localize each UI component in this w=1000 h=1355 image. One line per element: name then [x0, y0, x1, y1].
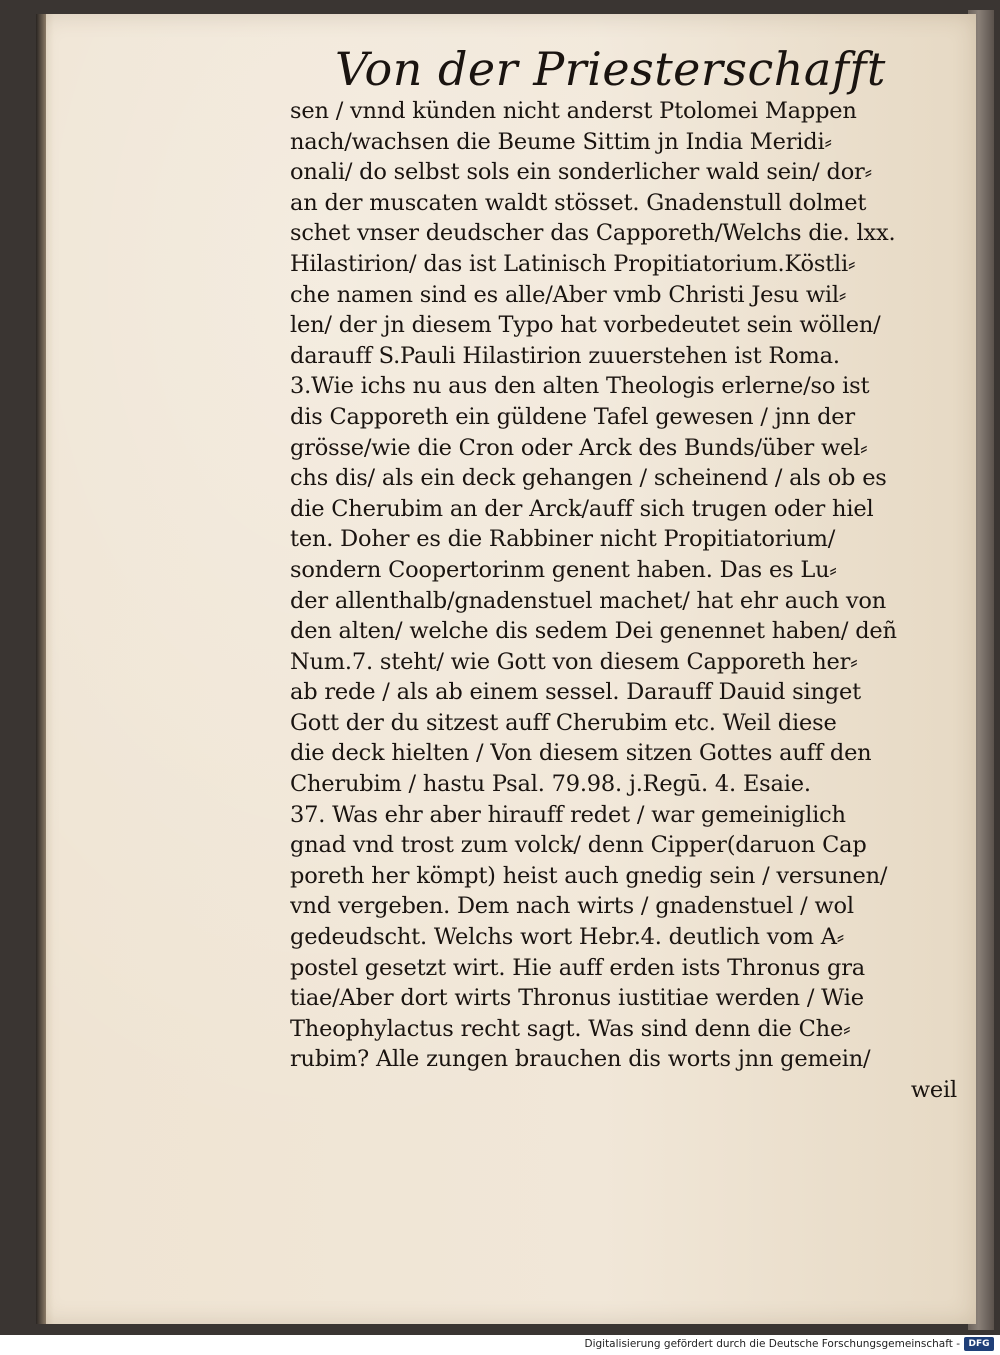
text-line: die deck hielten / Von diesem sitzen Gottes auff den [290, 740, 872, 767]
text-line: die Cherubim an der Arck/auff sich trugen oder hiel [290, 495, 874, 522]
text-line: gedeudscht. Welchs wort Hebr.4. deutlich vom A⸗ [290, 924, 845, 951]
text-line: ten. Doher es die Rabbiner nicht Propitiatorium/ [290, 526, 836, 553]
text-line: len/ der jn diesem Typo hat vorbedeutet sein wöllen/ [290, 312, 881, 339]
catchword: weil [910, 1077, 957, 1103]
text-line: chs dis/ als ein deck gehangen / scheinend / als ob es [290, 465, 887, 492]
text-line: der allenthalb/gnadenstuel machet/ hat ehr auch von [290, 587, 887, 614]
text-line: sen / vnnd künden nicht anderst Ptolomei Mappen [290, 98, 857, 124]
text-line: rubim? Alle zungen brauchen dis worts jnn gemein/ [290, 1046, 871, 1073]
text-line: tiae/Aber dort wirts Thronus iustitiae werden / Wie [290, 985, 864, 1012]
text-line: dis Capporeth ein güldene Tafel gewesen / jnn der [290, 403, 855, 430]
page-binding-shadow [36, 14, 46, 1324]
text-line: che namen sind es alle/Aber vmb Christi Jesu wil⸗ [290, 281, 847, 308]
text-line: postel gesetzt wirt. Hie auff erden ists Thronus gra [290, 954, 865, 981]
text-line: an der muscaten waldt stösset. Gnadenstull dolmet [290, 189, 867, 216]
text-line: Hilastirion/ das ist Latinisch Propitiatorium.Köstli⸗ [290, 250, 856, 277]
body-text [290, 96, 965, 1106]
text-line: grösse/wie die Cron oder Arck des Bunds/über wel⸗ [290, 434, 868, 461]
text-line: vnd vergeben. Dem nach wirts / gnadenstuel / wol [290, 893, 854, 920]
text-line: nach/wachsen die Beume Sittim jn India Meridi⸗ [290, 128, 832, 155]
text-line: darauff S.Pauli Hilastirion zuuerstehen ist Roma. [290, 342, 840, 369]
footer-bar [0, 1335, 1000, 1355]
text-line: den alten/ welche dis sedem Dei genennet haben/ deñ [290, 618, 897, 645]
text-line: schet vnser deudscher das Capporeth/Welchs die. lxx. [290, 220, 896, 247]
text-line: sondern Coopertorinm genent haben. Das es Lu⸗ [290, 556, 837, 583]
running-head: Von der Priesterschafft [335, 42, 886, 96]
text-line: Gott der du sitzest auff Cherubim etc. Weil diese [290, 709, 837, 736]
text-line: 3.Wie ichs nu aus den alten Theologis erlerne/so ist [290, 373, 870, 400]
dfg-logo: DFG [964, 1337, 994, 1351]
text-line: poreth her kömpt) heist auch gnedig sein / versunen/ [290, 862, 888, 889]
text-line: Num.7. steht/ wie Gott von diesem Capporeth her⸗ [290, 648, 858, 675]
text-line: Theophylactus recht sagt. Was sind denn die Che⸗ [290, 1015, 851, 1042]
text-line: onali/ do selbst sols ein sonderlicher wald sein/ dor⸗ [290, 159, 872, 186]
text-line: 37. Was ehr aber hirauff redet / war gemeiniglich [290, 801, 846, 828]
text-line: gnad vnd trost zum volck/ denn Cipper(daruon Cap [290, 832, 867, 859]
funding-credit: Digitalisierung gefördert durch die Deutsche Forschungsgemeinschaft - [584, 1338, 960, 1350]
text-line: Cherubim / hastu Psal. 79.98. j.Regū. 4. Esaie. [290, 771, 811, 798]
text-line: ab rede / als ab einem sessel. Darauff Dauid singet [290, 679, 861, 706]
